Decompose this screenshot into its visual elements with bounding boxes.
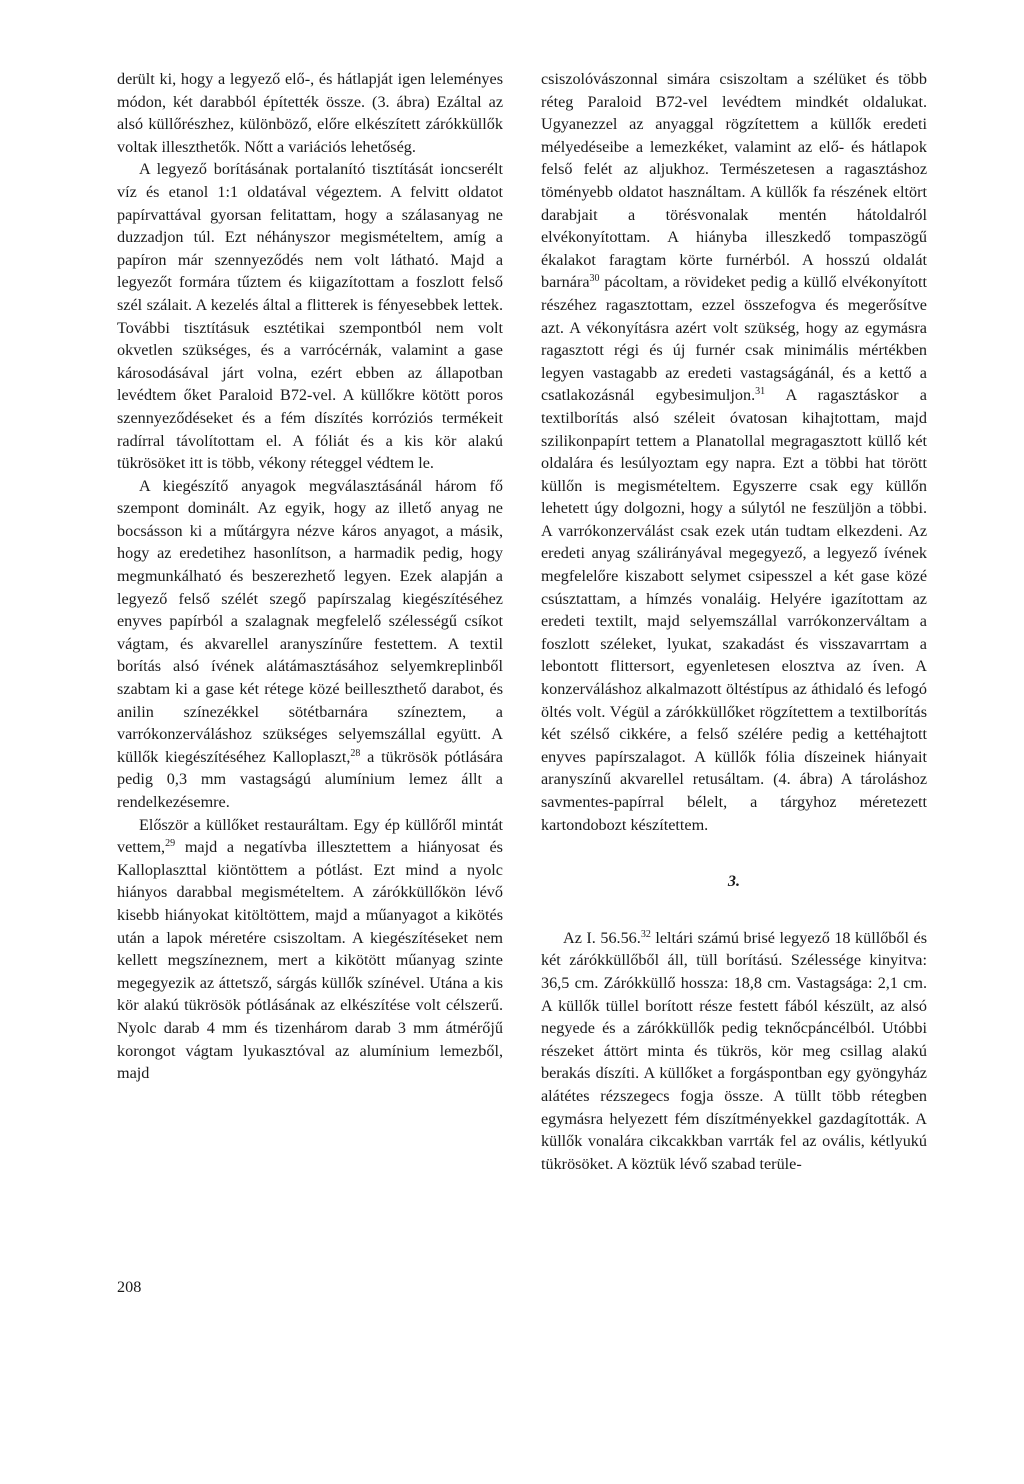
footnote-ref: 28 bbox=[350, 747, 361, 759]
page-number: 208 bbox=[117, 1278, 142, 1296]
footnote-ref: 30 bbox=[589, 273, 600, 285]
paragraph-text: csiszolóvászonnal simára csiszoltam a szélüket és több réteg Paraloid B72-vel levédtem mindkét oldalukat. Ugyanezzel az anyaggal rögzítettem a küllők eredeti mélyedéseibe a lemezkéket, valamint az elő- és hátlapok felső felét az aljukhoz. Természetesen a ragasztáshoz töményebb oldatot használtam. A küllők fa részének eltört darabjait a törésvonalak mentén hátoldalról elvékonyítottam. A hiányba illeszkedő tompaszögű ékalakot faragtam körte furnérból. A hosszú oldalát barnára bbox=[541, 70, 927, 292]
paragraph: derült ki, hogy a legyező elő-, és hátlapját igen leleményes módon, két darabból építették össze. (3. ábra) Ezáltal az alsó küllőrészhez, különböző, előre elkészített zárókküllők voltak illeszthetők. Nőtt a variációs lehetőség. bbox=[117, 70, 503, 156]
left-column bbox=[117, 68, 503, 1085]
paragraph bbox=[117, 814, 503, 1085]
paragraph-text: pácoltam, a rövideket pedig a küllő elvékonyított részéhez ragasztottam, ezzel összefogva és megerősítve azt. A vékonyításra azért volt szükség, hogy az egymásra ragasztott régi és új furnér csak minimális mértékben legyen vastagabb az eredeti vastagságánál, és a kettő a csatlakozásnál egybesimuljon. bbox=[541, 273, 927, 405]
paragraph bbox=[541, 68, 927, 836]
paragraph bbox=[541, 927, 927, 1176]
paragraph-text: A kiegészítő anyagok megválasztásánál három fő szempont dominált. Az egyik, hogy az illető anyag ne bocsásson ki a műtárgyra nézve káros anyagot, a másik, hogy az eredetihez hasonlítson, a harmadik pedig, hogy megmunkálható és beszerezhető legyen. Ezek alapján a legyező felső szélét szegő papírszalag kiegészítéséhez enyves papírból a szalagnak megfelelő szélességű csíkot vágtam, és akvarellel aranyszínűre festettem. A textil borítás alsó ívének alátámasztásához selyemkreplinből szabtam ki a gase két rétege közé beilleszthető darabot, és anilin színezékkel sötétbarnára színeztem, a varrókonzerváláshoz szükséges selyemszállal együtt. A küllők kiegészítéséhez Kalloplaszt, bbox=[117, 476, 503, 766]
paragraph-text: majd a negatívba illesztettem a hiányosat és Kalloplaszttal kiöntöttem a pótlást. Ezt mind a nyolc hiányos darabbal megismételtem. A zárókküllőkön lévő kisebb hiányokat kitöltöttem, majd a műanyagot a kikötés után a lapok méretére csiszoltam. A kiegészítéseket nem kellett megszíneznem, mert a kikötött műanyag szinte megegyezik az áttetsző, sárgás küllők színével. Utána a kis kör alakú tükrösök pótlásának az elkészítése volt célszerű. Nyolc darab 4 mm és tizenhárom darab 3 mm átmérőjű korongot vágtam lyukasztóval az alumínium lemezből, majd bbox=[117, 838, 503, 1083]
paragraph: A legyező borításának portalanító tisztítását ioncserélt víz és etanol 1:1 oldatával végeztem. A felvitt oldatot papírvattával gyorsan felitattam, hogy a szálasanyag ne duzzadjon túl. Ezt néhányszor megismételtem, amíg a papíron már szennyeződés nem volt látható. Majd a legyezőt formára tűztem és kiigazítottam a foszlott felső szél szálait. A kezelés által a flitterek is fényesebbek lettek. További tisztításuk esztétikai szempontból nem volt okvetlen szükséges, és a varrócérnák, valamint a gase károsodásával járt volna, ezért ebben az állapotban levédtem őket Paraloid B72-vel. A küllőkre kötött poros szennyeződéseket és a fém díszítés korróziós termékeit radírral távolítottam el. A fóliát és a kis kör alakú tükrösöket itt is több, vékony réteggel védtem le. bbox=[117, 160, 503, 473]
paragraph-text: Először a küllőket restauráltam. Egy ép küllőről mintát vettem, bbox=[117, 815, 503, 857]
paragraph-text: a tükrösök pótlására pedig 0,3 mm vastagságú alumínium lemez állt a rendelkezésemre. bbox=[117, 747, 503, 811]
paragraph-text: A ragasztáskor a textilborítás alsó széleit óvatosan kihajtottam, majd szilikonpapírt tettem a Planatollal megragasztott küllő két oldalára és lesúlyoztam egy napra. Ezt a többi hat törött küllőn is megismételtem. Egyszerre csak egy küllőn lehetett úgy dolgozni, hogy a súlytól ne feszüljön a többi. A varrókonzerválást csak ezek után tudtam elkezdeni. Az eredeti anyag szálirányával megegyező, a legyező ívének megfelelőre kiszabott selymet csipesszel a két gase közé csúsztattam, a hímzés vonaláig. Helyére igazítottam az eredeti textilt, majd selyemszállal varrókonzerváltam a foszlott széleket, lyukat, szakadást és visszavarrtam a lebontott flittersort, egyenletesen elosztva az íven. A konzerváláshoz alkalmazott öltéstípus az áthidaló és lefogó öltés volt. Végül a zárókküllőket rögzítettem a textilborítás két szélső cikkére, a felső szélére pedig a kettéhajtott enyves papírszalagot. A küllők fólia díszeinek hiányait aranyszínű akvarellel retusáltam. (4. ábra) A tároláshoz savmentes-papírral bélelt, a tárgyhoz méretezett kartondobozt készítettem. bbox=[541, 386, 927, 834]
footnote-ref: 32 bbox=[640, 928, 651, 940]
right-column bbox=[541, 68, 927, 1175]
section-heading: 3. bbox=[727, 872, 741, 891]
paragraph bbox=[117, 475, 503, 814]
paragraph-text: leltári számú brisé legyező 18 küllőből és két zárókküllőből áll, tüll borítású. Szélessége kinyitva: 36,5 cm. Zárókküllő hossza: 18,8 cm. Vastagsága: 2,1 cm. A küllők tüllel borított része festett fából készült, az alsó negyede és a zárókküllők pedig teknőcpáncélból. Utóbbi részeket áttört minta és tükrös, kör meg csillag alakú berakás díszíti. A küllőket a forgáspontban egy gyöngyház alátétes rézszegecs fogja össze. A tüllt több rétegben egymásra helyezett fém díszítményekkel gazdagították. A küllők vonalára cikcakkban varrták fel az ovális, kétlyukú tükrösöket. A köztük lévő szabad terüle- bbox=[541, 928, 927, 1173]
footnote-ref: 29 bbox=[165, 838, 176, 850]
footnote-ref: 31 bbox=[755, 386, 766, 398]
paragraph-text: Az I. 56.56. bbox=[563, 928, 641, 947]
